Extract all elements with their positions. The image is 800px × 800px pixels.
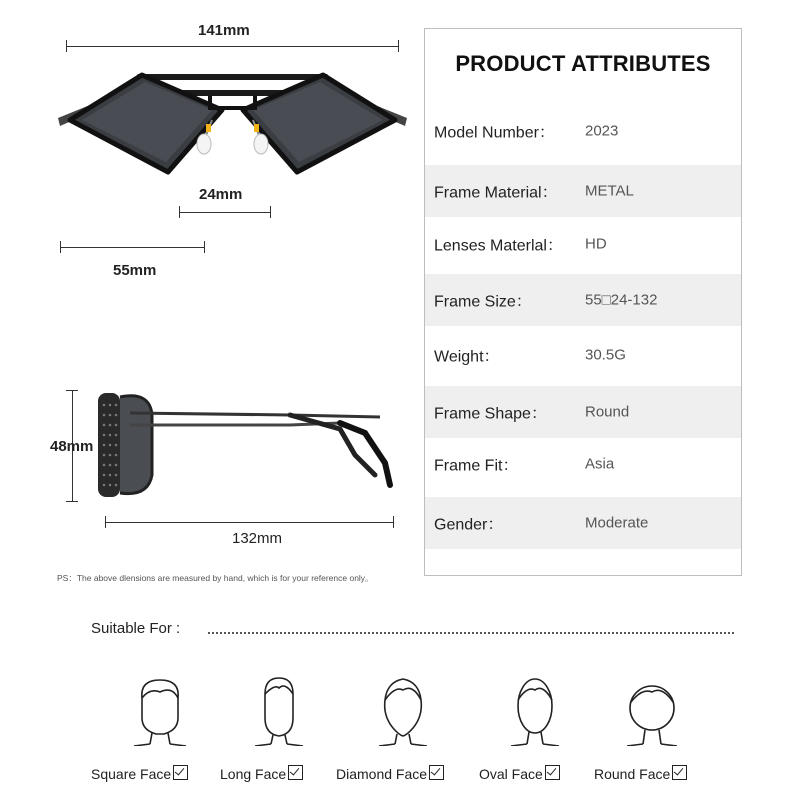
attribute-row: [425, 438, 741, 490]
face-type-long: [220, 765, 303, 782]
attribute-row: [425, 497, 741, 549]
attribute-value: 55□24-132: [585, 291, 658, 309]
total-width-cap-right: [398, 40, 399, 52]
attribute-key: Gender：: [434, 516, 504, 534]
face-type-label: Oval Face: [479, 766, 543, 782]
bridge-line: [179, 212, 270, 213]
attribute-key: Frame Shape：: [434, 405, 547, 423]
attribute-value: 2023: [585, 122, 619, 140]
attribute-value: Moderate: [585, 514, 649, 532]
lens-height-cap-top: [66, 390, 78, 391]
measurement-note: PS：The above dlensions are measured by hand, which is for your reference only。: [57, 573, 374, 583]
attribute-key: Lenses Materlal：: [434, 237, 563, 255]
attribute-value: Asia: [585, 455, 615, 473]
attribute-key: Frame Fit：: [434, 457, 519, 475]
temple-length-cap-left: [105, 516, 106, 528]
attribute-row: [425, 274, 741, 326]
lens-width-label: 55mm: [113, 262, 157, 279]
lens-width-line: [60, 247, 204, 248]
attribute-value: 30.5G: [585, 346, 626, 364]
attribute-row: [425, 386, 741, 438]
checkbox-checked-icon: [288, 765, 303, 780]
temple-length-cap-right: [393, 516, 394, 528]
checkbox-checked-icon: [429, 765, 444, 780]
temple-length-label: 132mm: [232, 530, 283, 547]
attribute-key: Model Number：: [434, 124, 555, 142]
face-outline-icon: [249, 676, 309, 746]
total-width-line: [66, 46, 398, 47]
bridge-cap-right: [270, 206, 271, 218]
attribute-value: HD: [585, 235, 607, 253]
attribute-row: [425, 165, 741, 217]
bridge-cap-left: [179, 206, 180, 218]
attribute-row: [425, 329, 741, 381]
face-type-square: [91, 765, 188, 782]
attribute-row: [425, 218, 741, 270]
sunglasses-front-image: [50, 60, 415, 190]
attribute-value: METAL: [585, 182, 634, 200]
face-type-diamond: [336, 765, 444, 782]
bridge-label: 24mm: [199, 186, 243, 203]
lens-width-cap-left: [60, 241, 61, 253]
product-attributes-panel: [424, 28, 742, 576]
dotted-divider: [208, 632, 734, 634]
checkbox-checked-icon: [545, 765, 560, 780]
attribute-row: [425, 105, 741, 157]
face-outline-icon: [622, 676, 682, 746]
face-type-label: Diamond Face: [336, 766, 428, 782]
suitable-for-title: Suitable For :: [91, 620, 181, 637]
attributes-title: PRODUCT ATTRIBUTES: [455, 51, 711, 76]
attribute-key: Weight：: [434, 348, 500, 366]
temple-length-line: [105, 522, 393, 523]
face-type-label: Round Face: [594, 766, 671, 782]
total-width-cap-left: [66, 40, 67, 52]
attribute-key: Frame Material：: [434, 184, 558, 202]
face-type-oval: [479, 765, 560, 782]
attribute-value: Round: [585, 403, 630, 421]
lens-width-cap-right: [204, 241, 205, 253]
lens-height-cap-bottom: [66, 501, 78, 502]
face-type-round: [594, 765, 687, 782]
checkbox-checked-icon: [173, 765, 188, 780]
face-type-label: Square Face: [91, 766, 172, 782]
face-type-label: Long Face: [220, 766, 287, 782]
sunglasses-side-image: [90, 385, 400, 510]
face-outline-icon: [373, 676, 433, 746]
face-outline-icon: [130, 676, 190, 746]
total-width-label: 141mm: [198, 22, 250, 39]
lens-height-label: 48mm: [50, 438, 94, 455]
attribute-key: Frame Size：: [434, 293, 532, 311]
checkbox-checked-icon: [672, 765, 687, 780]
face-outline-icon: [505, 676, 565, 746]
